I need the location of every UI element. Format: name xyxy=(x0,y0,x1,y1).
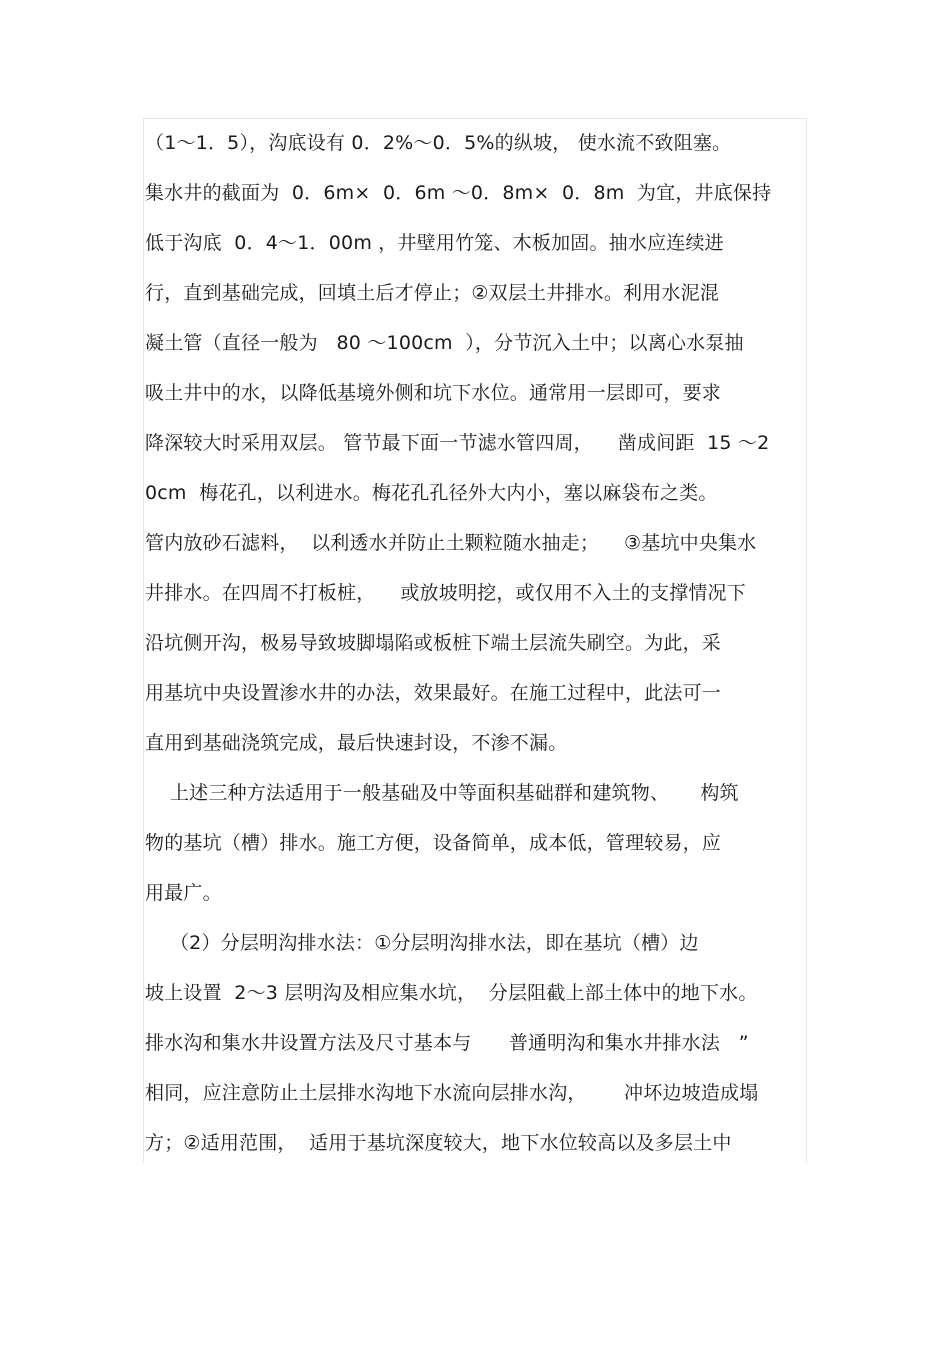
text-line: 吸土井中的水，以降低基境外侧和坑下水位。通常用一层即可，要求 xyxy=(145,382,722,404)
text-line: 沿坑侧开沟，极易导致坡脚塌陷或板桩下端土层流失刷空。为此，采 xyxy=(145,632,722,654)
text-line: 低于沟底 0．4～1．00m ，井壁用竹笼、木板加固。抽水应连续进 xyxy=(145,232,724,254)
text-line: 方；②适用范围， 适用于基坑深度较大，地下水位较高以及多层土中 xyxy=(145,1132,732,1154)
text-line: 相同，应注意防止土层排水沟地下水流向层排水沟， 冲坏边坡造成塌 xyxy=(145,1082,759,1104)
text-line: 物的基坑（槽）排水。施工方便，设备简单，成本低，管理较易，应 xyxy=(145,832,722,854)
document-body xyxy=(145,118,815,1168)
paragraph-start-line: 上述三种方法适用于一般基础及中等面积基础群和建筑物、 构筑 xyxy=(145,782,739,804)
text-line: 排水沟和集水井设置方法及尺寸基本与 普通明沟和集水井排水法 ” xyxy=(145,1032,749,1054)
text-line: 管内放砂石滤料， 以利透水并防止土颗粒随水抽走； ③基坑中央集水 xyxy=(145,532,757,554)
text-line: 直用到基础浇筑完成，最后快速封设，不渗不漏。 xyxy=(145,732,568,754)
text-line: 凝土管（直径一般为 80 ～100cm ），分节沉入土中；以离心水泵抽 xyxy=(145,332,744,354)
text-line: 用最广。 xyxy=(145,882,222,904)
text-line: 行，直到基础完成，回填土后才停止；②双层土井排水。利用水泥混 xyxy=(145,282,720,304)
text-line: 坡上设置 2～3 层明沟及相应集水坑， 分层阻截上部土体中的地下水。 xyxy=(145,982,758,1004)
text-line: 集水井的截面为 0．6m× 0．6m ～0．8m× 0．8m 为宜，井底保持 xyxy=(145,182,772,204)
text-line: （1～1．5），沟底设有 0．2%～0．5%的纵坡， 使水流不致阻塞。 xyxy=(145,132,732,154)
paragraph-start-line: （2）分层明沟排水法：①分层明沟排水法，即在基坑（槽）边 xyxy=(145,932,699,954)
text-line: 用基坑中央设置渗水井的办法，效果最好。在施工过程中，此法可一 xyxy=(145,682,722,704)
text-line: 0cm 梅花孔，以利进水。梅花孔孔径外大内小，塞以麻袋布之类。 xyxy=(145,482,718,504)
text-line: 井排水。在四周不打板桩， 或放坡明挖，或仅用不入土的支撑情况下 xyxy=(145,582,746,604)
text-line: 降深较大时采用双层。 管节最下面一节滤水管四周， 凿成间距 15 ～2 xyxy=(145,432,770,454)
